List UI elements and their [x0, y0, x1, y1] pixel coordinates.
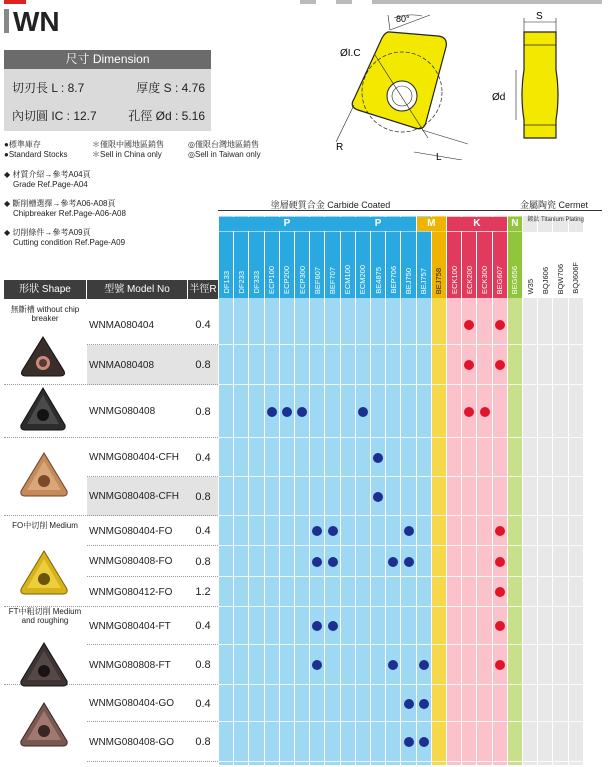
radius-value: 0.4 — [195, 697, 211, 710]
grade-label-ecp200 — [282, 236, 292, 294]
grade-label-df133 — [221, 236, 231, 294]
grade-label-df233 — [236, 236, 246, 294]
grade-label-text: BQJ606 — [540, 266, 550, 294]
legend-text: ●標準庫存 — [4, 140, 41, 149]
row-grid-line — [218, 761, 602, 762]
stock-dot-ecp100 — [267, 407, 277, 417]
grade-label-bqj606f — [571, 236, 581, 294]
grade-column-bep706 — [386, 216, 400, 765]
top-mark — [300, 0, 316, 4]
grade-label-text: BEJ750 — [403, 267, 413, 294]
grade-label-text: BEF707 — [327, 266, 337, 294]
grade-label-text: BQJ606F — [571, 262, 581, 294]
ref-text: Cutting condition Ref.Page-A09 — [13, 238, 126, 247]
grade-label-text: BEG656 — [510, 265, 520, 294]
group-divider — [218, 210, 506, 211]
model-number: WNMG080408-CFH — [89, 491, 180, 502]
grade-label-bef607 — [312, 236, 322, 294]
grade-label-text: BE4875 — [373, 267, 383, 294]
row-grid-line — [218, 576, 602, 577]
shape-label-without: 無斷槽 without chip breaker — [10, 305, 80, 323]
row-grid-line — [218, 384, 602, 385]
title-text: WN — [13, 6, 60, 37]
iso-group-p1: P — [219, 217, 355, 231]
carbide-group-label: 塗層硬質合金 Carbide Coated — [270, 200, 391, 210]
grade-label-text: DF333 — [251, 271, 261, 294]
grade-label-bqw706 — [555, 236, 565, 294]
radius-value: 0.8 — [195, 359, 211, 371]
iso-group-p2: P — [341, 217, 416, 231]
stock-dot-ecp300 — [297, 407, 307, 417]
shape-header: 形狀 Shape — [4, 280, 86, 299]
grade-label-text: BEJ758 — [434, 267, 444, 294]
ref-text: Grade Ref.Page-A04 — [13, 180, 88, 189]
grade-label-bej750 — [403, 236, 413, 294]
grade-label-bej757 — [419, 236, 429, 294]
grade-reference — [4, 170, 91, 190]
grade-label-text: BEP706 — [388, 266, 398, 294]
legend-china — [92, 140, 164, 160]
titanium-note: 鍍鈦 Titanium Plating — [527, 217, 584, 223]
grade-label-bqj606 — [540, 236, 550, 294]
stock-dot-bej750 — [404, 699, 414, 709]
ref-text: ◆ 斷削槽選擇→參考A06-A08頁 — [4, 199, 116, 208]
grade-label-text: ECK300 — [479, 266, 489, 294]
grade-label-text: BQW706 — [555, 263, 565, 294]
stock-dot-beg607 — [495, 557, 505, 567]
cutting-length: 切刃長 L : 8.7 — [12, 81, 85, 95]
grade-column-ecp200 — [280, 216, 294, 765]
shape-separator — [4, 437, 88, 438]
model-number: WNMG080412-FO — [89, 586, 173, 598]
ref-text: ◆ 材質介紹→參考A04頁 — [4, 170, 91, 179]
legend-text: ＊僅限中國地區銷售 — [92, 140, 164, 149]
row-grid-line — [218, 344, 602, 345]
row-grid-line — [218, 644, 602, 645]
iso-group-n: N — [508, 217, 522, 231]
legend-standard — [4, 140, 68, 160]
radius-value: 0.8 — [195, 555, 211, 568]
grade-column-w35 — [523, 216, 537, 765]
ref-text: ◆ 切削條件→參考A09頁 — [4, 228, 91, 237]
insert-top-view-drawing — [330, 10, 480, 160]
insert-side-view-drawing — [488, 10, 598, 160]
grade-label-bef707 — [327, 236, 337, 294]
row-grid-line — [218, 476, 602, 477]
shape-label-medium: FO中切削 Medium — [12, 521, 78, 530]
stock-dot-beg607 — [495, 587, 505, 597]
grade-label-beg656 — [510, 236, 520, 294]
grade-label-text: ECK200 — [464, 266, 474, 294]
grade-label-text: BEJ757 — [419, 267, 429, 294]
grade-label-text: BEF607 — [312, 266, 322, 294]
grade-label-bep706 — [388, 236, 398, 294]
grade-label-text: ECM100 — [343, 264, 353, 294]
l-label: L — [436, 152, 442, 160]
shape-label-roughing: FT中粗切削 Medium and roughing — [8, 607, 82, 625]
radius-value: 0.8 — [195, 405, 211, 418]
model-number: WNMG080408-GO — [89, 736, 175, 748]
legend-text: ◎Sell in Taiwan only — [188, 150, 261, 159]
grade-label-text: ECP100 — [267, 266, 277, 294]
stock-dot-bef707 — [328, 557, 338, 567]
model-number: WNMG080404-CFH — [89, 452, 180, 463]
row-grid-line — [218, 606, 602, 607]
radius-value: 0.8 — [195, 736, 211, 748]
angle-label: 80° — [396, 14, 410, 24]
hole-diameter: 孔徑 Ød : 5.16 — [128, 109, 205, 123]
cermet-group-label: 金屬陶瓷 Cermet — [519, 200, 588, 210]
grade-label-df333 — [251, 236, 261, 294]
grade-label-text: DF233 — [236, 271, 246, 294]
grade-column-ecm100 — [341, 216, 355, 765]
grade-column-bqj606 — [538, 216, 552, 765]
grade-label-be4875 — [373, 236, 383, 294]
brand-mark — [4, 0, 26, 4]
grade-column-eck200 — [462, 216, 476, 765]
grade-label-text: BEG607 — [495, 265, 505, 294]
grade-column-df233 — [234, 216, 248, 765]
insert-image-fo — [18, 548, 70, 596]
grade-column-be4875 — [371, 216, 385, 765]
top-mark — [336, 0, 352, 4]
radius-value: 1.2 — [195, 586, 211, 598]
ref-text: Chipbreaker Ref.Page-A06-A08 — [13, 209, 126, 218]
stock-dot-bej757 — [419, 737, 429, 747]
d-label: Ød — [492, 92, 506, 103]
row-grid-line — [218, 684, 602, 685]
iso-group-m: M — [417, 217, 446, 231]
stock-dot-be4875 — [373, 453, 383, 463]
row-grid-line — [218, 515, 602, 516]
legend-text: ◎僅限台灣地區銷售 — [188, 140, 259, 149]
insert-image-ft — [18, 640, 70, 688]
grade-label-ecm200 — [358, 236, 368, 294]
grade-label-text: W35 — [525, 278, 535, 294]
radius-value: 0.4 — [195, 451, 211, 464]
thickness: 厚度 S : 4.76 — [136, 81, 205, 95]
model-number: WNMG080404-FO — [89, 525, 173, 537]
stock-dot-bej757 — [419, 660, 429, 670]
iso-group-k: K — [447, 217, 507, 231]
stock-dot-beg607 — [495, 660, 505, 670]
grade-label-text: DF133 — [221, 271, 231, 294]
grade-column-bej750 — [401, 216, 415, 765]
legend-text: ●Standard Stocks — [4, 150, 68, 159]
grade-column-bef707 — [325, 216, 339, 765]
stock-dot-bej757 — [419, 699, 429, 709]
grade-column-ecp300 — [295, 216, 309, 765]
top-mark — [372, 0, 602, 4]
stock-dot-beg607 — [495, 526, 505, 536]
stock-dot-bef607 — [312, 557, 322, 567]
grade-label-beg607 — [495, 236, 505, 294]
radius-value: 0.4 — [195, 319, 211, 331]
inscribed-circle: 內切圓 IC : 12.7 — [12, 109, 97, 123]
grade-label-ecp300 — [297, 236, 307, 294]
stock-dot-ecp200 — [282, 407, 292, 417]
legend-text: ＊Sell in China only — [92, 150, 162, 159]
model-number: WNMG080408-FO — [89, 556, 173, 567]
grade-column-bef607 — [310, 216, 324, 765]
grade-column-ecp100 — [265, 216, 279, 765]
grade-column-bej757 — [417, 216, 431, 765]
dimension-header: 尺寸 Dimension — [4, 50, 211, 69]
model-number: WNMA080404 — [89, 319, 155, 331]
grade-column-bej758 — [432, 216, 446, 765]
stock-dot-beg607 — [495, 360, 505, 370]
radius-value: 0.4 — [195, 525, 211, 537]
grade-label-ecp100 — [267, 236, 277, 294]
page-title — [4, 6, 60, 38]
insert-image-wnmg — [18, 385, 68, 433]
insert-image-wnma — [18, 333, 68, 379]
grade-column-beg656 — [508, 216, 522, 765]
grade-column-df133 — [219, 216, 233, 765]
grade-label-eck200 — [464, 236, 474, 294]
stock-dot-beg607 — [495, 320, 505, 330]
stock-dot-be4875 — [373, 492, 383, 502]
stock-dot-eck200 — [464, 407, 474, 417]
legend-taiwan — [188, 140, 261, 160]
radius-value: 0.8 — [195, 490, 211, 503]
model-number: WNMG080404-FT — [89, 620, 171, 632]
stock-dot-bej750 — [404, 557, 414, 567]
stock-dot-ecm200 — [358, 407, 368, 417]
stock-dot-eck300 — [480, 407, 490, 417]
grade-column-bqw706 — [553, 216, 567, 765]
r-label: R — [336, 142, 344, 153]
stock-dot-bej750 — [404, 737, 414, 747]
stock-dot-beg607 — [495, 621, 505, 631]
stock-dot-bef707 — [328, 621, 338, 631]
cutting-reference — [4, 228, 125, 248]
grade-label-eck300 — [479, 236, 489, 294]
grade-label-ecm100 — [343, 236, 353, 294]
grade-label-w35 — [525, 236, 535, 294]
grade-label-text: ECK100 — [449, 266, 459, 294]
row-grid-line — [218, 437, 602, 438]
model-number: WNMG080808-FT — [89, 659, 171, 671]
insert-image-go — [18, 700, 70, 748]
grade-column-beg607 — [493, 216, 507, 765]
model-number: WNMG080408 — [89, 406, 156, 417]
model-header: 型號 Model No — [87, 280, 187, 299]
model-number: WNMG080404-GO — [89, 698, 175, 709]
radius-value: 0.4 — [195, 620, 211, 632]
row-separator — [87, 761, 218, 762]
row-grid-line — [218, 721, 602, 722]
grade-label-text: ECM200 — [358, 264, 368, 294]
grade-column-eck300 — [477, 216, 491, 765]
radius-header: 半徑R — [188, 280, 218, 299]
row-grid-line — [218, 545, 602, 546]
grade-label-text: ECP200 — [282, 266, 292, 294]
insert-image-cfh — [18, 450, 70, 498]
grade-column-eck100 — [447, 216, 461, 765]
dimension-box — [4, 69, 211, 131]
model-number: WNMA080408 — [89, 359, 155, 371]
shape-separator — [4, 515, 88, 516]
ic-label: ØI.C — [340, 48, 361, 59]
grade-label-eck100 — [449, 236, 459, 294]
grade-column-bqj606f — [569, 216, 583, 765]
grade-label-bej758 — [434, 236, 444, 294]
stock-dot-bef707 — [328, 526, 338, 536]
grade-column-df333 — [249, 216, 263, 765]
grade-label-text: ECP300 — [297, 266, 307, 294]
stock-dot-bep706 — [388, 557, 398, 567]
chipbreaker-reference — [4, 199, 126, 219]
s-label: S — [536, 11, 543, 22]
radius-value: 0.8 — [195, 659, 211, 671]
stock-dot-bej750 — [404, 526, 414, 536]
grade-column-ecm200 — [356, 216, 370, 765]
group-divider — [506, 210, 602, 211]
